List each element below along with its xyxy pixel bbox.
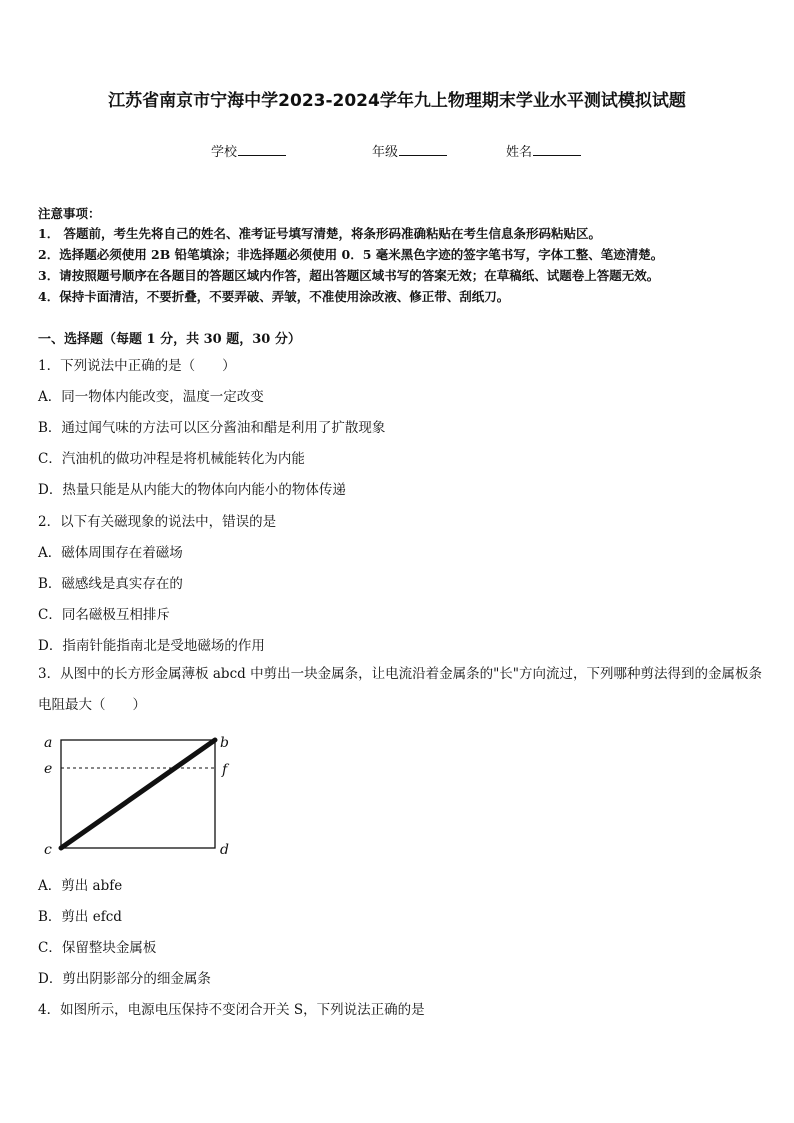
label-e: e: [44, 761, 53, 777]
name-field: [506, 141, 581, 160]
section-heading: 一、选择题（每题 1 分，共 30 题，30 分）: [38, 332, 301, 347]
label-a: a: [44, 735, 53, 751]
option-item: C．汽油机的做功冲程是将机械能转化为内能: [38, 451, 305, 467]
question-stem: 2．以下有关磁现象的说法中，错误的是: [38, 514, 277, 530]
option-item: B．通过闻气味的方法可以区分酱油和醋是利用了扩散现象: [38, 420, 386, 436]
page-title: 江苏省南京市宁海中学2023-2024学年九上物理期末学业水平测试模拟试题: [108, 91, 686, 111]
label-f: f: [222, 762, 228, 778]
option-item: B．剪出 efcd: [38, 909, 122, 925]
school-blank: [238, 142, 286, 156]
student-info-row: [0, 141, 794, 161]
label-d: d: [220, 842, 229, 858]
name-label: 姓名: [506, 145, 533, 160]
thin-strip: [61, 740, 215, 848]
option-item: B．磁感线是真实存在的: [38, 576, 183, 592]
option-item: D．指南针能指南北是受地磁场的作用: [38, 638, 265, 654]
metal-plate-figure: [40, 730, 240, 860]
note-item: 4．保持卡面清洁，不要折叠，不要弄破、弄皱，不准使用涂改液、修正带、刮纸刀。: [38, 289, 510, 304]
option-item: D．剪出阴影部分的细金属条: [38, 971, 211, 987]
school-label: 学校: [211, 145, 238, 160]
grade-blank: [399, 142, 447, 156]
label-b: b: [220, 735, 229, 751]
option-item: A．同一物体内能改变，温度一定改变: [38, 389, 264, 405]
option-item: A．磁体周围存在着磁场: [38, 545, 183, 561]
question-stem: 3．从图中的长方形金属薄板 abcd 中剪出一块金属条，让电流沿着金属条的"长"方向流过，下列哪种剪法得到的金属板条电阻最大（ ）: [38, 666, 762, 713]
note-item: 2．选择题必须使用 2B 铅笔填涂；非选择题必须使用 0．5 毫米黑色字迹的签字笔书写，字体工整、笔迹清楚。: [38, 247, 664, 262]
label-c: c: [44, 842, 52, 858]
option-item: D．热量只能是从内能大的物体向内能小的物体传递: [38, 482, 346, 498]
notes-title: 注意事项：: [38, 206, 101, 221]
question-stem: 4．如图所示，电源电压保持不变闭合开关 S，下列说法正确的是: [38, 1002, 425, 1018]
question-stem: 1．下列说法中正确的是（ ）: [38, 358, 236, 374]
option-item: C．保留整块金属板: [38, 940, 157, 956]
grade-label: 年级: [372, 145, 399, 160]
grade-field: [372, 141, 447, 160]
option-item: C．同名磁极互相排斥: [38, 607, 170, 623]
metal-plate-diagram: [40, 730, 240, 860]
note-item: 3．请按照题号顺序在各题目的答题区域内作答，超出答题区域书写的答案无效；在草稿纸、试题卷上答题无效。: [38, 268, 660, 283]
school-field: [211, 141, 286, 160]
option-item: A．剪出 abfe: [38, 878, 123, 894]
note-item: 1． 答题前，考生先将自己的姓名、准考证号填写清楚，将条形码准确粘贴在考生信息条形码粘贴区。: [38, 226, 602, 241]
name-blank: [533, 142, 581, 156]
